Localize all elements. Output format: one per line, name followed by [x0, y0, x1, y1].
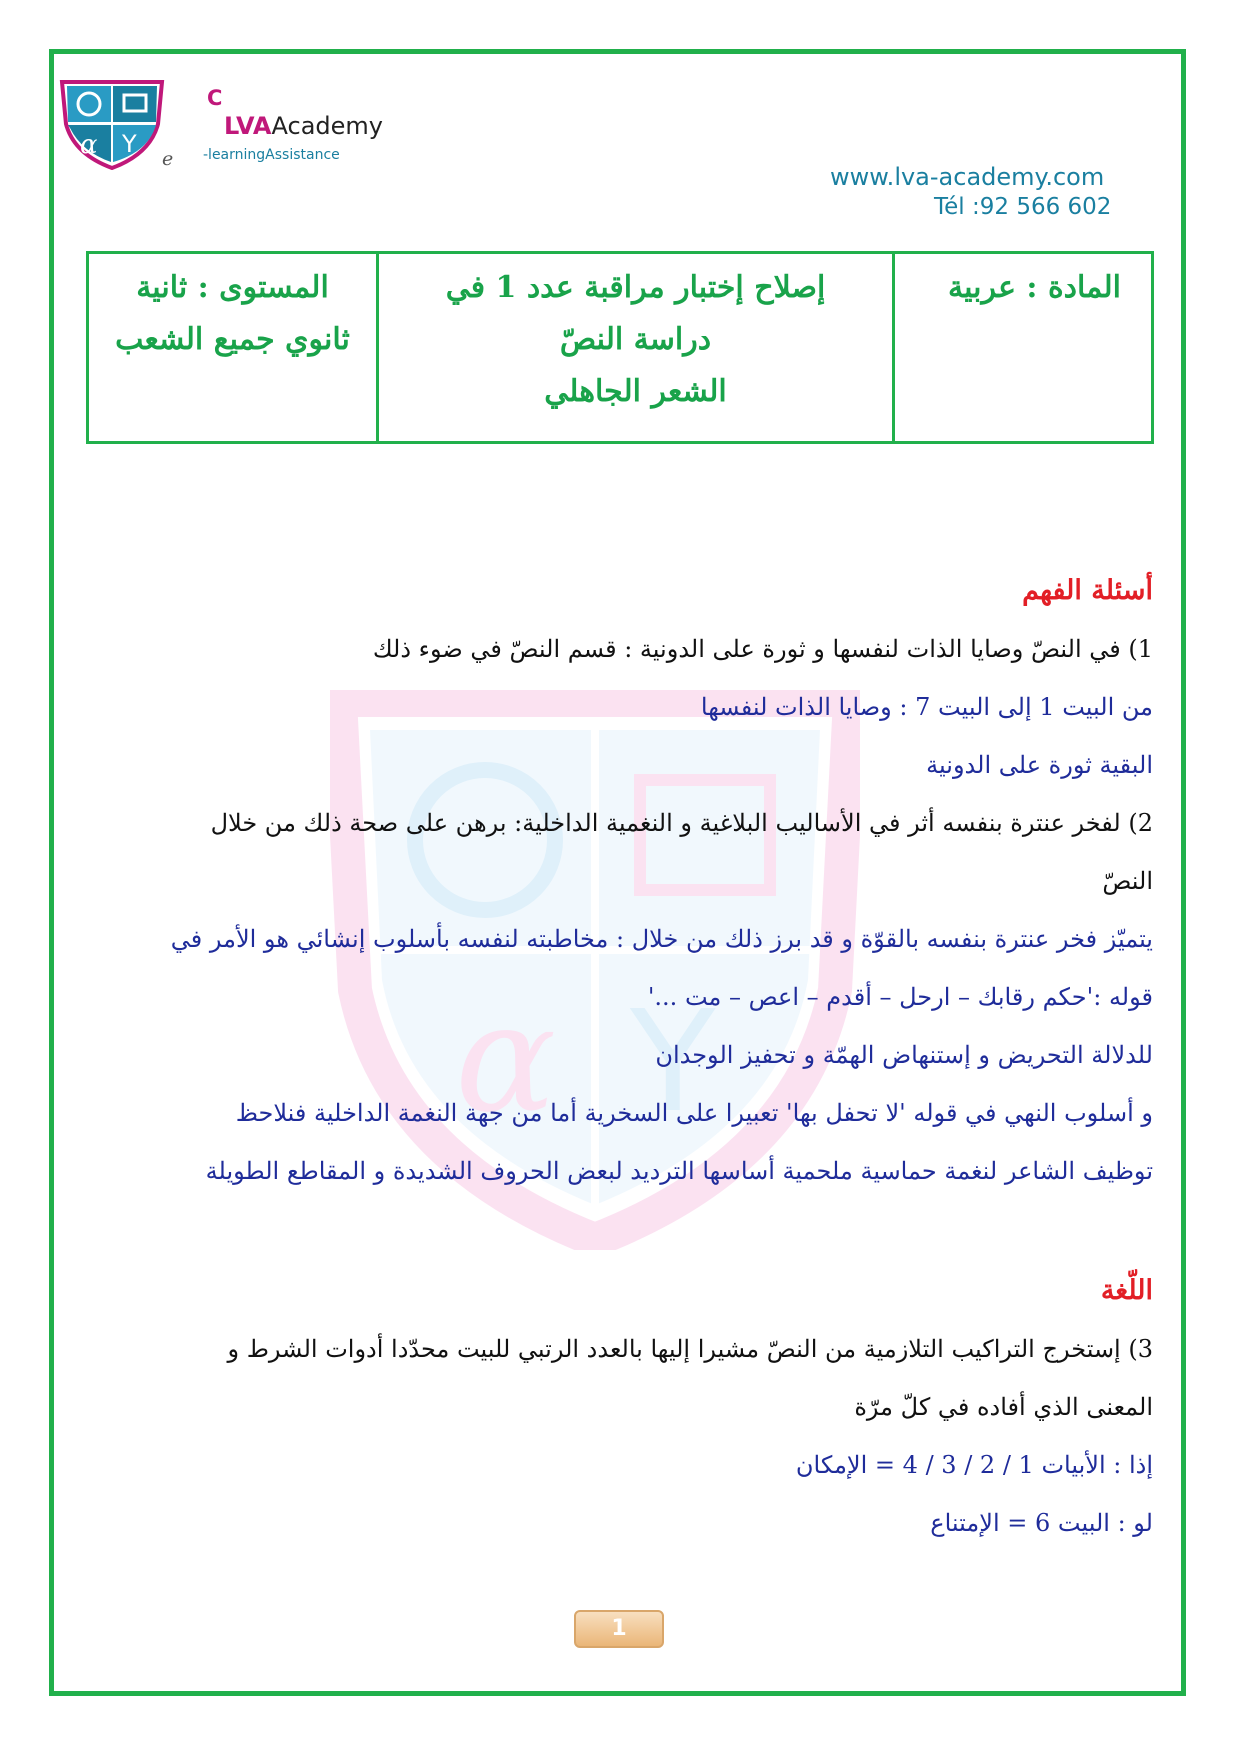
svg-text:α: α — [80, 130, 98, 160]
exam-title-line-1: إصلاح إختبار مراقبة عدد 1 في — [445, 270, 826, 305]
answer-3-line-2: لو : البيت 6 = الإمتناع — [930, 1509, 1153, 1537]
question-2-line-1: 2) لفخر عنترة بنفسه أثر في الأساليب البلاغية و النغمية الداخلية: برهن على صحة ذلك من خلال — [210, 809, 1153, 837]
website-link[interactable]: www.lva-academy.com — [830, 163, 1105, 191]
level-line-2: ثانوي جميع الشعب — [115, 322, 350, 357]
page-number-badge: 1 — [574, 1610, 664, 1648]
answer-1-line-2: البقية ثورة على الدونية — [926, 751, 1153, 779]
answer-2-line-5: توظيف الشاعر لنغمة حماسية ملحمية أساسها الترديد لبعض الحروف الشديدة و المقاطع الطويلة — [205, 1157, 1153, 1185]
answer-2-line-3: للدلالة التحريض و إستنهاض الهمّة و تحفيز الوجدان — [655, 1041, 1153, 1069]
level-cell — [89, 254, 376, 441]
exam-title-cell — [376, 254, 892, 441]
academy-logo — [58, 78, 166, 170]
section-heading-language: اللّغة — [1100, 1275, 1153, 1306]
brand-letter-c: C — [207, 86, 223, 110]
question-3-line-1: 3) إستخرج التراكيب التلازمية من النصّ مشيرا إليها بالعدد الرتبي للبيت محدّدا أدوات الشرط و — [227, 1335, 1153, 1363]
answer-2-line-2: قوله :'حكم رقابك – ارحل – أقدم – اعص – مت ...' — [647, 983, 1153, 1011]
brand-lva: LVA — [224, 112, 272, 140]
subject-label: المادة : عربية — [948, 270, 1121, 305]
svg-text:α: α — [455, 972, 557, 1146]
subject-cell — [892, 254, 1151, 441]
brand-name — [224, 112, 383, 140]
phone-number: Tél :92 566 602 — [934, 194, 1112, 220]
section-spacer — [95, 1200, 1153, 1262]
exam-title-line-2: دراسة النصّ — [559, 322, 712, 357]
svg-text:Y: Y — [122, 130, 137, 158]
exam-info-table — [86, 251, 1154, 444]
question-1: 1) في النصّ وصايا الذات لنفسها و ثورة على الدونية : قسم النصّ في ضوء ذلك — [372, 635, 1153, 663]
brand-academy: Academy — [271, 112, 383, 140]
brand-letter-e: e — [162, 148, 174, 170]
svg-text:Y: Y — [630, 981, 716, 1144]
question-2-line-2: النصّ — [1102, 867, 1153, 895]
answer-2-line-4: و أسلوب النهي في قوله 'لا تحفل بها' تعبيرا على السخرية أما من جهة النغمة الداخلية فنلاحظ — [235, 1099, 1153, 1127]
exam-title-line-3: الشعر الجاهلي — [544, 374, 727, 409]
brand-tagline: -learningAssistance — [203, 147, 340, 163]
exam-content — [95, 562, 1153, 1552]
answer-3-line-1: إذا : الأبيات 1 / 2 / 3 / 4 = الإمكان — [795, 1451, 1153, 1479]
section-heading-comprehension: أسئلة الفهم — [1022, 575, 1153, 606]
answer-2-line-1: يتميّز فخر عنترة بنفسه بالقوّة و قد برز ذلك من خلال : مخاطبته لنفسه بأسلوب إنشائي هو الأمر في — [170, 925, 1153, 953]
level-line-1: المستوى : ثانية — [136, 270, 329, 305]
question-3-line-2: المعنى الذي أفاده في كلّ مرّة — [854, 1393, 1153, 1421]
answer-1-line-1: من البيت 1 إلى البيت 7 : وصايا الذات لنفسها — [700, 693, 1153, 721]
